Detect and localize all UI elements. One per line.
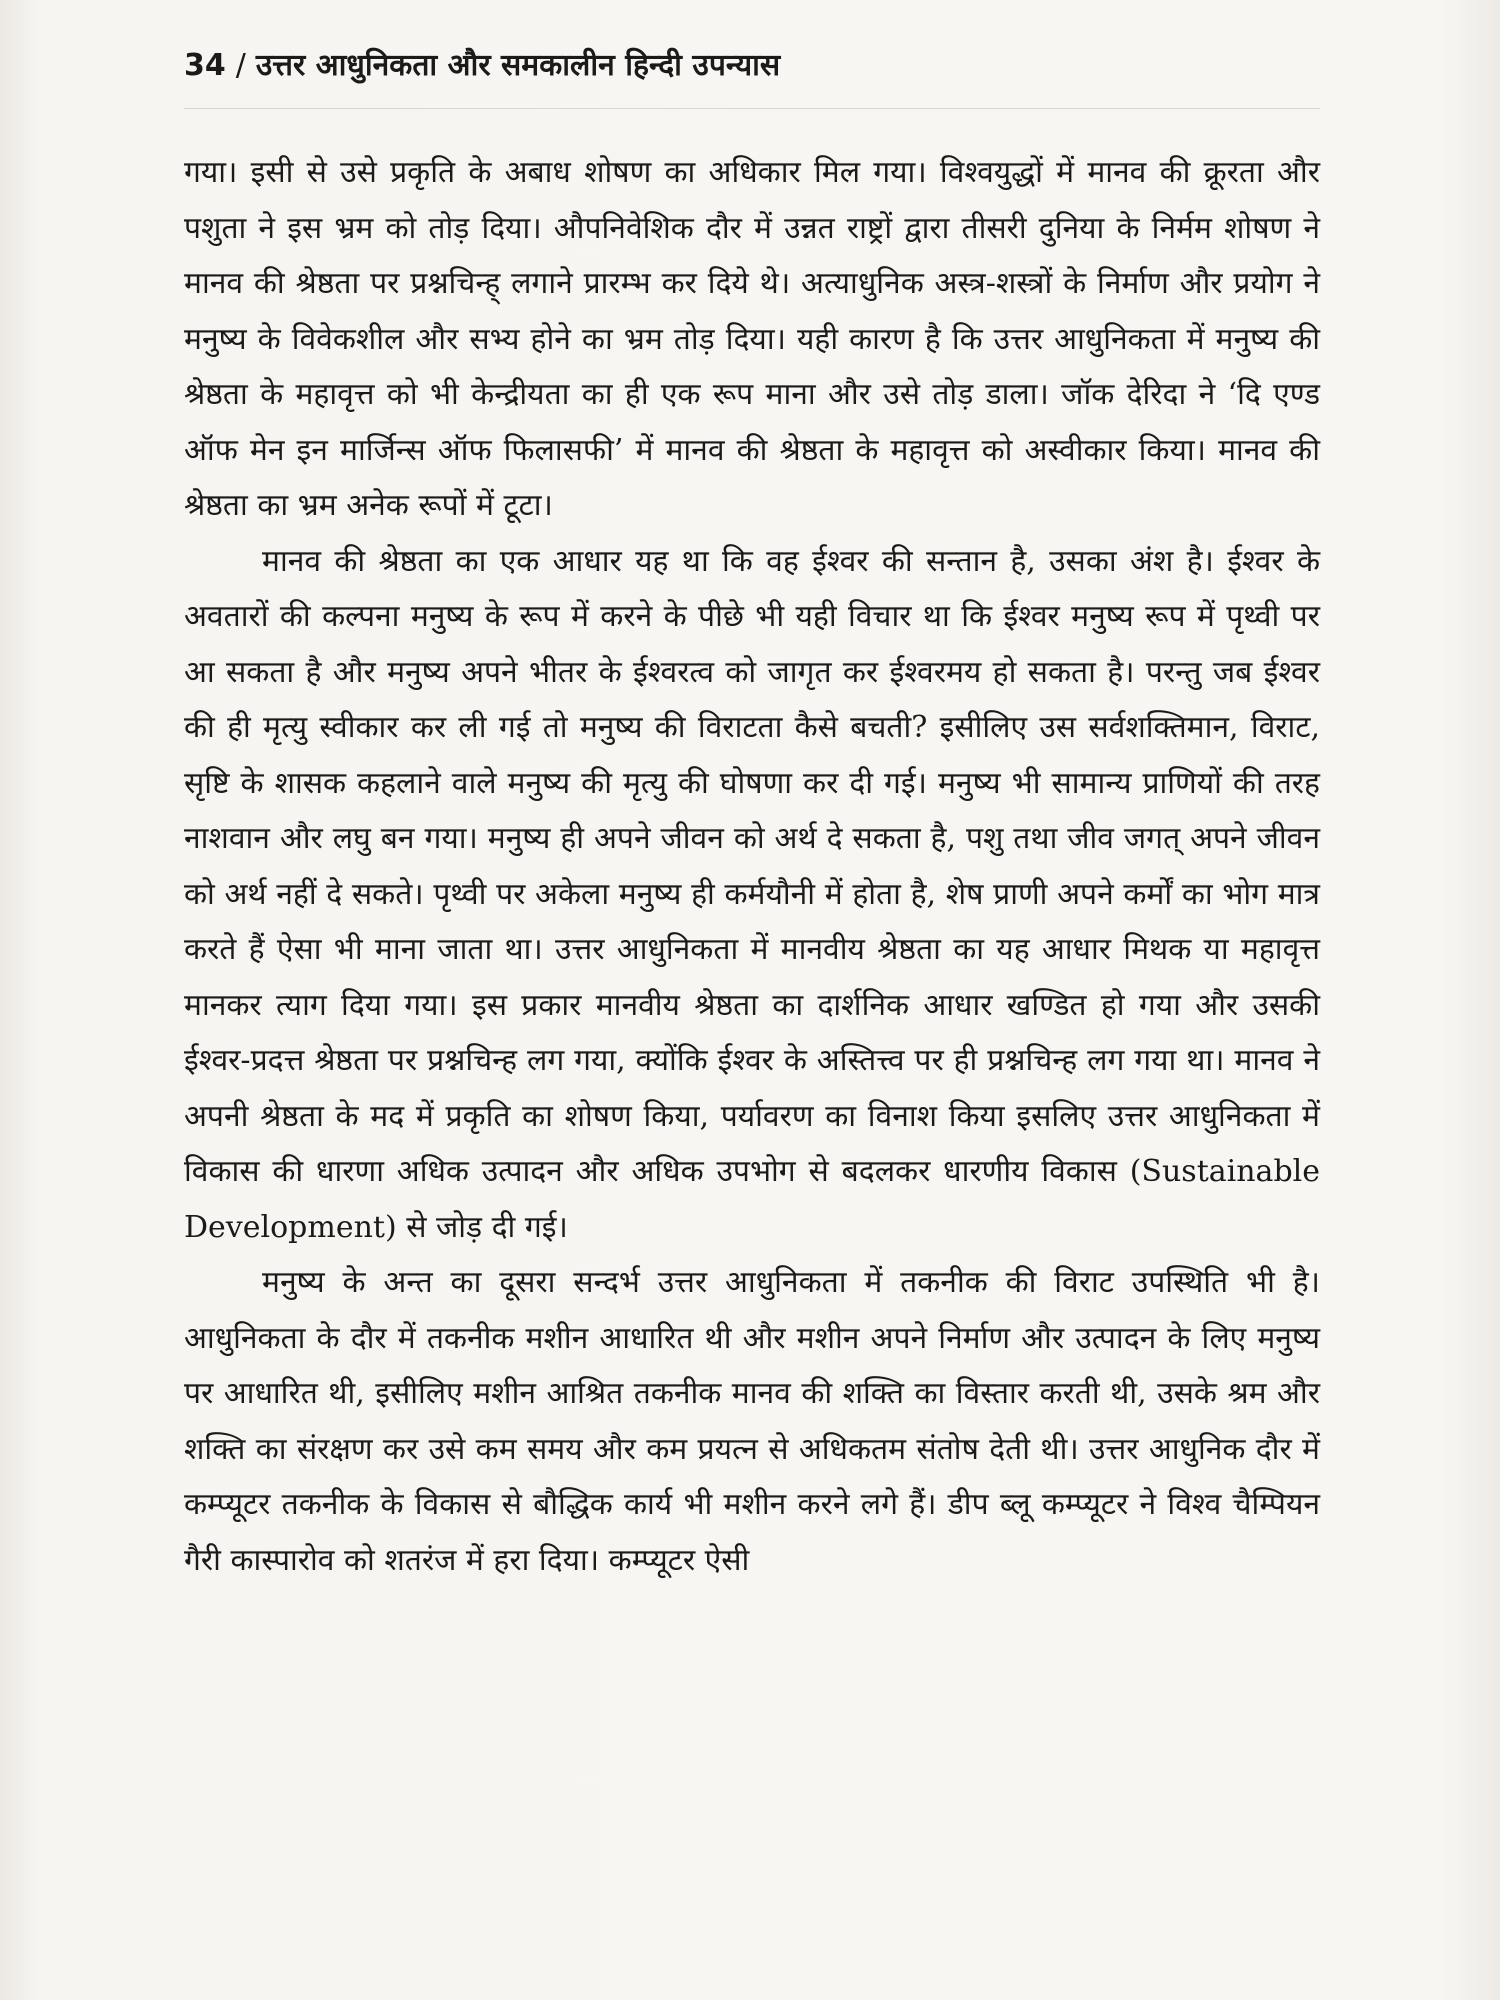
book-title: उत्तर आधुनिकता और समकालीन हिन्दी उपन्यास	[255, 48, 781, 83]
header-separator: /	[235, 48, 246, 83]
page-number: 34	[184, 48, 226, 83]
paragraph: मनुष्य के अन्त का दूसरा सन्दर्भ उत्तर आधुनिकता में तकनीक की विराट उपस्थिति भी है। आधुनिकता के दौर में तकनीक मशीन आधारित थी और मशीन अपने निर्माण और उत्पादन के लिए मनुष्य पर आधारित थी, इसीलिए मशीन आश्रित तकनीक मानव की शक्ति का विस्तार करती थी, उसके श्रम और शक्ति का संरक्षण कर उसे कम समय और कम प्रयत्न से अधिकतम संतोष देती थी। उत्तर आधुनिक दौर में कम्प्यूटर तकनीक के विकास से बौद्धिक कार्य भी मशीन करने लगे हैं। डीप ब्लू कम्प्यूटर ने विश्व चैम्पियन गैरी कास्पारोव को शतरंज में हरा दिया। कम्प्यूटर ऐसी	[184, 1265, 1320, 1578]
running-header	[184, 36, 1320, 109]
paragraph: मानव की श्रेष्ठता का एक आधार यह था कि वह ईश्वर की सन्तान है, उसका अंश है। ईश्वर के अवतारों की कल्पना मनुष्य के रूप में करने के पीछे भी यही विचार था कि ईश्वर मनुष्य रूप में पृथ्वी पर आ सकता है और मनुष्य अपने भीतर के ईश्वरत्व को जागृत कर ईश्वरमय हो सकता है। परन्तु जब ईश्वर की ही मृत्यु स्वीकार कर ली गई तो मनुष्य की विराटता कैसे बचती? इसीलिए उस सर्वशक्तिमान, विराट, सृष्टि के शासक कहलाने वाले मनुष्य की मृत्यु की घोषणा कर दी गई। मनुष्य भी सामान्य प्राणियों की तरह नाशवान और लघु बन गया। मनुष्य ही अपने जीवन को अर्थ दे सकता है, पशु तथा जीव जगत् अपने जीवन को अर्थ नहीं दे सकते। पृथ्वी पर अकेला मनुष्य ही कर्मयौनी में होता है, शेष प्राणी अपने कर्मों का भोग मात्र करते हैं ऐसा भी माना जाता था। उत्तर आधुनिकता में मानवीय श्रेष्ठता का यह आधार मिथक या महावृत्त मानकर त्याग दिया गया। इस प्रकार मानवीय श्रेष्ठता का दार्शनिक आधार खण्डित हो गया और उसकी ईश्वर-प्रदत्त श्रेष्ठता पर प्रश्नचिन्ह लग गया, क्योंकि ईश्वर के अस्तित्त्व पर ही प्रश्नचिन्ह लग गया था। मानव ने अपनी श्रेष्ठता के मद में प्रकृति का शोषण किया, पर्यावरण का विनाश किया इसलिए उत्तर आधुनिकता में विकास की धारणा अधिक उत्पादन और अधिक उपभोग से बदलकर धारणीय विकास (Sustainable Development) से जोड़ दी गई।	[184, 543, 1320, 1245]
paragraph: गया। इसी से उसे प्रकृति के अबाध शोषण का अधिकार मिल गया। विश्वयुद्धों में मानव की क्रूरता और पशुता ने इस भ्रम को तोड़ दिया। औपनिवेशिक दौर में उन्नत राष्ट्रों द्वारा तीसरी दुनिया के निर्मम शोषण ने मानव की श्रेष्ठता पर प्रश्नचिन्ह् लगाने प्रारम्भ कर दिये थे। अत्याधुनिक अस्त्र-शस्त्रों के निर्माण और प्रयोग ने मनुष्य के विवेकशील और सभ्य होने का भ्रम तोड़ दिया। यही कारण है कि उत्तर आधुनिकता में मनुष्य की श्रेष्ठता के महावृत्त को भी केन्द्रीयता का ही एक रूप माना और उसे तोड़ डाला। जॉक देरिदा ने ‘दि एण्ड ऑफ मेन इन मार्जिन्स ऑफ फिलासफी’ में मानव की श्रेष्ठता के महावृत्त को अस्वीकार किया। मानव की श्रेष्ठता का भ्रम अनेक रूपों में टूटा।	[184, 155, 1321, 523]
body-text	[184, 145, 1320, 1588]
